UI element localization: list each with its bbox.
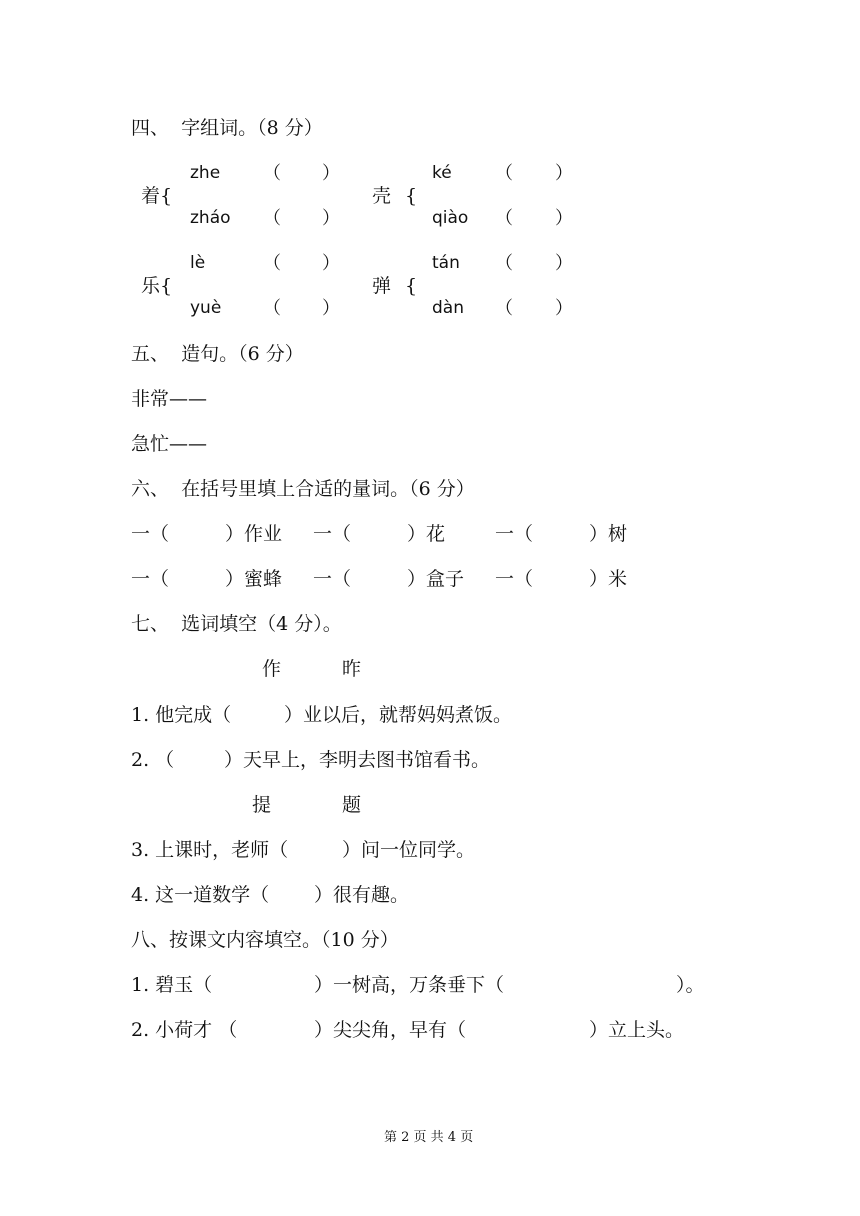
poem-line-part: ）尖尖角，早有（	[314, 1019, 467, 1041]
poem-line-part: 1. 碧玉（	[131, 974, 213, 996]
pinyin-yue: yuè	[190, 298, 222, 318]
section-8-title: 八、按课文内容填空。（10 分）	[131, 929, 399, 951]
fill-item-post: ）很有趣。	[314, 884, 410, 906]
brace: {	[160, 275, 173, 297]
word-choice: 题	[342, 794, 362, 816]
pinyin-zhao: zháo	[190, 208, 231, 228]
poem-line-part: ）。	[676, 974, 705, 996]
fill-item-pre: 1. 他完成（	[131, 704, 232, 726]
measure-word-pre: 一（	[313, 523, 352, 545]
pinyin-zhe: zhe	[190, 163, 221, 183]
measure-word-pre: 一（	[131, 568, 170, 590]
char-dan: 弹	[372, 275, 392, 297]
measure-word-post: ）花	[407, 523, 446, 545]
brace: {	[405, 275, 418, 297]
page-footer: 第 2 页 共 4 页	[384, 1130, 474, 1145]
fill-item-post: ）天早上，李明去图书馆看书。	[224, 749, 491, 771]
word-choice: 昨	[342, 658, 362, 680]
measure-word-post: ）蜜蜂	[225, 568, 283, 590]
brace: {	[160, 185, 173, 207]
section-5-title: 五、 造句。（6 分）	[131, 343, 304, 365]
open-paren: （	[495, 208, 513, 229]
close-paren: ）	[555, 208, 573, 229]
char-zhe: 着	[141, 185, 161, 207]
poem-line-part: ）立上头。	[589, 1019, 685, 1041]
fill-item-post: ）业以后，就帮妈妈煮饭。	[284, 704, 513, 726]
measure-word-post: ）树	[589, 523, 628, 545]
pinyin-qiao: qiào	[432, 208, 469, 228]
poem-line-part: 2. 小荷才 （	[131, 1019, 238, 1041]
section-6-title: 六、 在括号里填上合适的量词。（6 分）	[131, 478, 475, 500]
close-paren: ）	[322, 163, 340, 184]
open-paren: （	[263, 163, 281, 184]
section-7-title: 七、 选词填空（4 分）。	[131, 613, 342, 635]
open-paren: （	[495, 253, 513, 274]
pinyin-tan: tán	[432, 253, 460, 273]
measure-word-post: ）盒子	[407, 568, 465, 590]
close-paren: ）	[322, 208, 340, 229]
pinyin-dan: dàn	[432, 298, 464, 318]
sentence-line: 非常——	[131, 388, 208, 410]
close-paren: ）	[322, 298, 340, 319]
word-choice: 作	[262, 658, 282, 680]
pinyin-ke: ké	[432, 163, 452, 183]
fill-item-post: ）问一位同学。	[342, 839, 476, 861]
open-paren: （	[495, 298, 513, 319]
measure-word-pre: 一（	[131, 523, 170, 545]
sentence-line: 急忙——	[131, 433, 208, 455]
poem-line-part: ）一树高，万条垂下（	[314, 974, 505, 996]
fill-item-pre: 4. 这一道数学（	[131, 884, 270, 906]
char-le: 乐	[141, 275, 161, 297]
word-choice: 提	[252, 794, 272, 816]
close-paren: ）	[555, 298, 573, 319]
fill-item-pre: 3. 上课时，老师（	[131, 839, 289, 861]
close-paren: ）	[555, 253, 573, 274]
close-paren: ）	[322, 253, 340, 274]
brace: {	[405, 185, 418, 207]
close-paren: ）	[555, 163, 573, 184]
fill-item-pre: 2. （	[131, 749, 175, 771]
open-paren: （	[263, 208, 281, 229]
measure-word-pre: 一（	[495, 568, 534, 590]
section-4-title: 四、 字组词。（8 分）	[131, 117, 323, 139]
measure-word-pre: 一（	[495, 523, 534, 545]
char-ke: 壳	[372, 185, 392, 207]
measure-word-post: ）作业	[225, 523, 283, 545]
open-paren: （	[495, 163, 513, 184]
open-paren: （	[263, 298, 281, 319]
measure-word-pre: 一（	[313, 568, 352, 590]
measure-word-post: ）米	[589, 568, 628, 590]
open-paren: （	[263, 253, 281, 274]
pinyin-le: lè	[190, 253, 206, 273]
